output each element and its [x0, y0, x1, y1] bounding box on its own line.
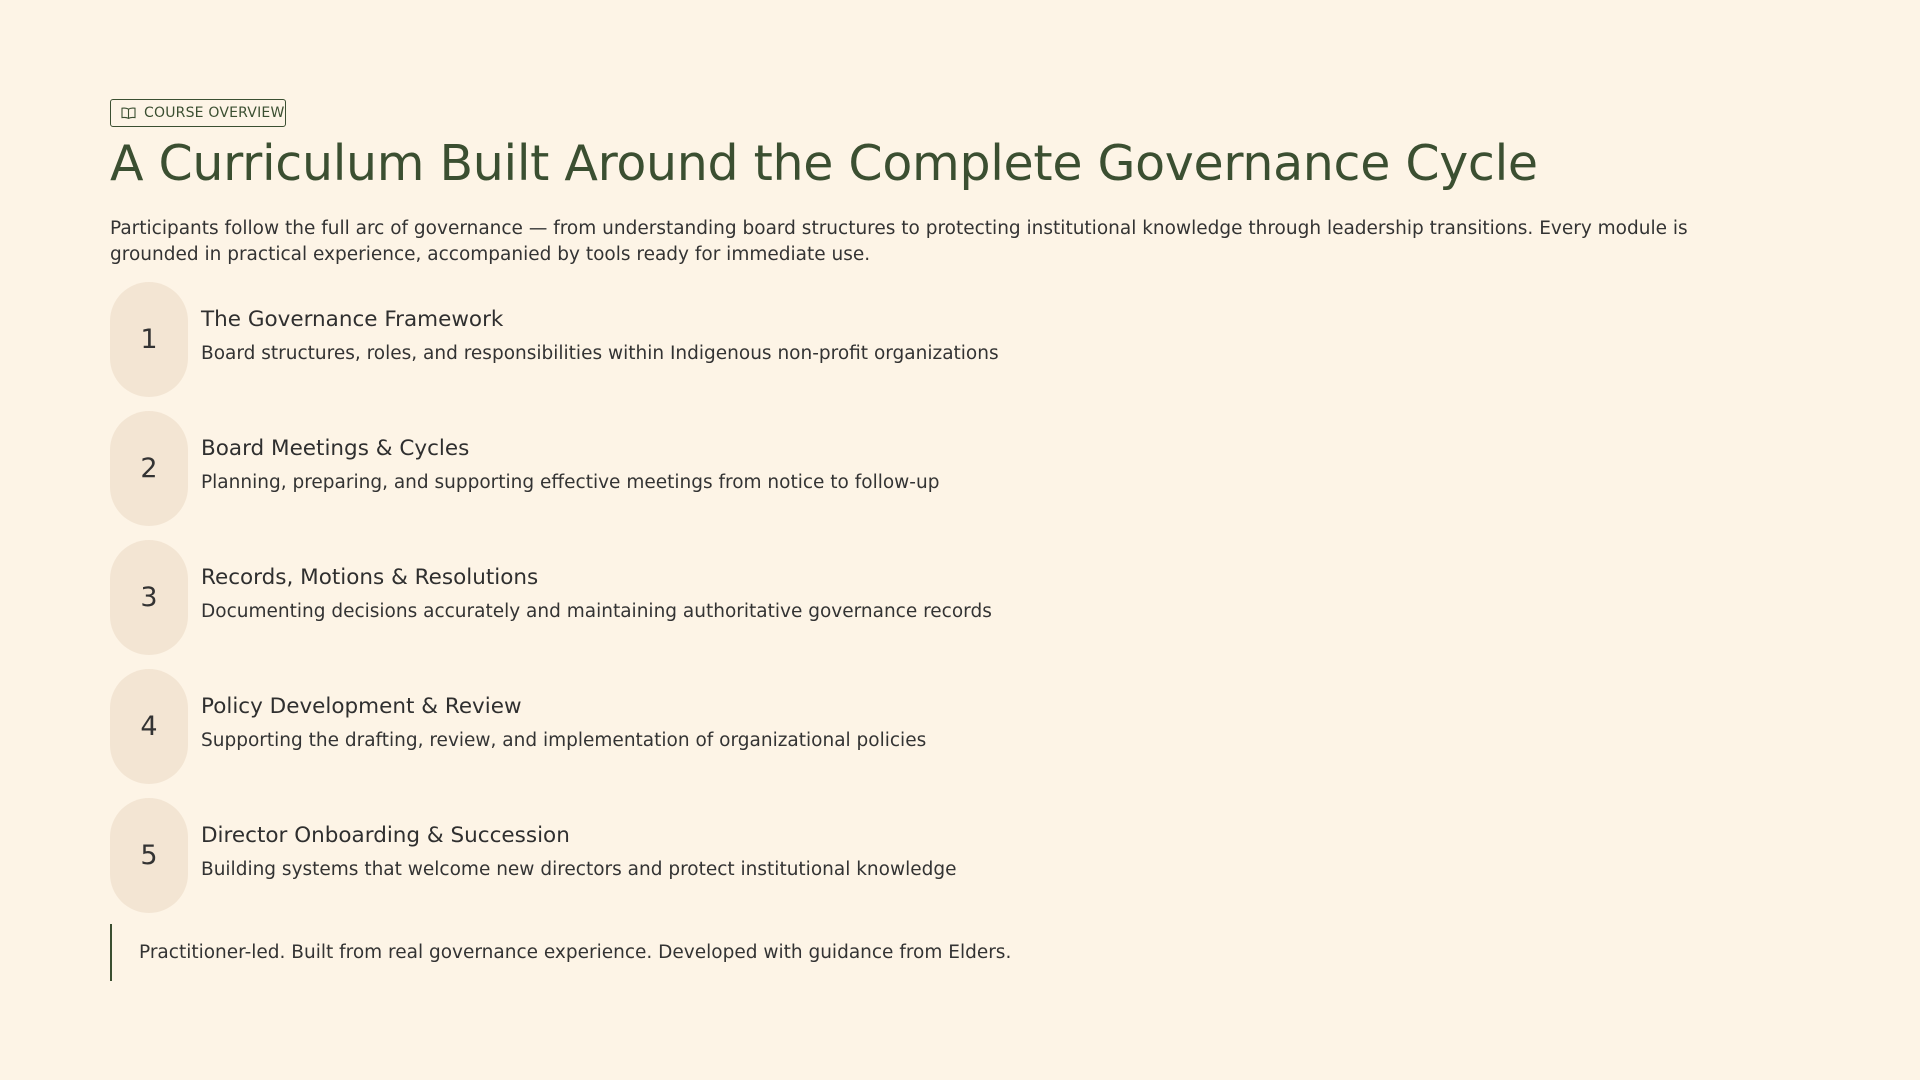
- module-description: Documenting decisions accurately and maintaining authoritative governance records: [201, 601, 992, 623]
- module-description: Supporting the drafting, review, and implementation of organizational policies: [201, 730, 927, 752]
- module-text: [201, 822, 957, 882]
- module-description: Building systems that welcome new directors and protect institutional knowledge: [201, 859, 957, 881]
- footer-quote: Practitioner-led. Built from real governance experience. Developed with guidance from Elders.: [110, 924, 1011, 981]
- module-list: [110, 282, 1810, 913]
- module-title: Board Meetings & Cycles: [201, 436, 470, 462]
- module-number: 3: [110, 540, 188, 655]
- page-title: A Curriculum Built Around the Complete Governance Cycle: [110, 135, 1538, 192]
- module-title: The Governance Framework: [201, 307, 504, 333]
- module-description: Planning, preparing, and supporting effective meetings from notice to follow-up: [201, 472, 940, 494]
- module-text: [201, 693, 926, 753]
- module-item: [110, 669, 1810, 784]
- module-item: [110, 282, 1810, 397]
- module-title: Policy Development & Review: [201, 694, 522, 720]
- module-title: Records, Motions & Resolutions: [201, 565, 539, 591]
- intro-paragraph: Participants follow the full arc of governance — from understanding board structures to protecting institutional knowledge through leadership transitions. Every module is grounded in practical experience, accompanied by tools ready for immediate use.: [110, 217, 1688, 265]
- module-number: 2: [110, 411, 188, 526]
- module-text: [201, 564, 992, 624]
- module-number: 4: [110, 669, 188, 784]
- course-overview-section: [110, 99, 1810, 963]
- module-item: [110, 540, 1810, 655]
- module-text: [201, 435, 939, 495]
- open-book-icon: [121, 107, 136, 119]
- module-item: [110, 798, 1810, 913]
- module-item: [110, 411, 1810, 526]
- badge-label: COURSE OVERVIEW: [144, 105, 285, 121]
- module-title: Director Onboarding & Succession: [201, 823, 570, 849]
- module-number: 1: [110, 282, 188, 397]
- course-overview-badge: [110, 99, 286, 127]
- module-number: 5: [110, 798, 188, 913]
- module-text: [201, 306, 999, 366]
- module-description: Board structures, roles, and responsibilities within Indigenous non-profit organizations: [201, 343, 999, 365]
